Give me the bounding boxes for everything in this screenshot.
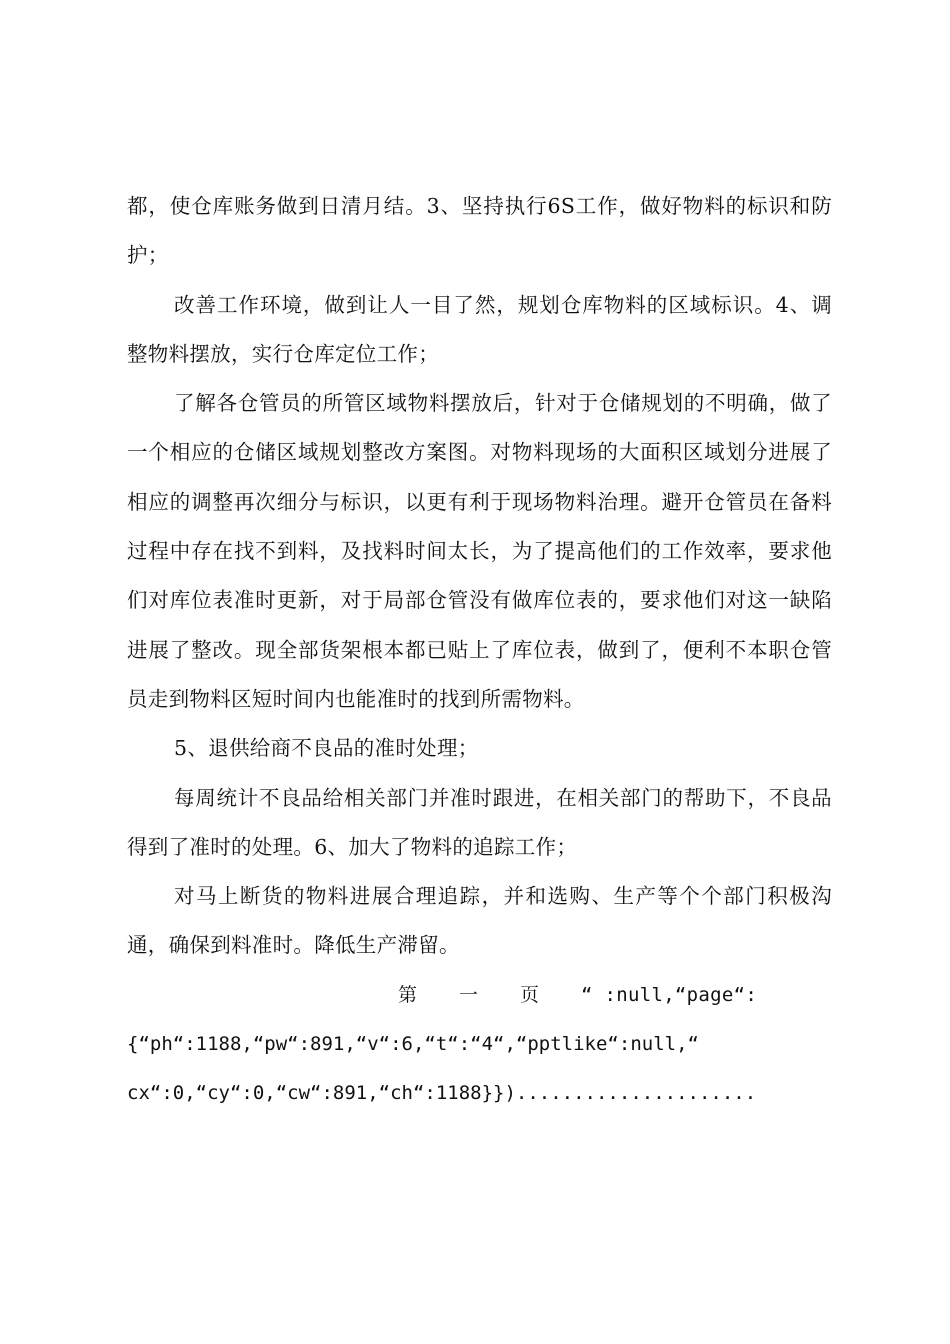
paragraph-5: 每周统计不良品给相关部门并准时跟进，在相关部门的帮助下，不良品得到了准时的处理。6、加大了物料的追踪工作； <box>127 785 832 859</box>
paragraph-1: 都，使仓库账务做到日清月结。3、坚持执行6S工作，做好物料的标识和防护； <box>127 194 832 268</box>
paragraph-4: 5、退供给商不良品的准时处理； <box>174 736 479 761</box>
page-footer-line-1 <box>127 971 832 1020</box>
page-footer-json-fragment: “ :null,“page“: <box>581 983 758 1006</box>
page-footer-line-2: {“ph“:1188,“pw“:891,“v“:6,“t“:“4“,“pptlike“:null,“ <box>127 1033 699 1056</box>
page-footer-line-3: cx“:0,“cy“:0,“cw“:891,“ch“:1188}})..................... <box>127 1082 757 1105</box>
paragraph-2: 改善工作环境，做到让人一目了然，规划仓库物料的区域标识。4、调整物料摆放，实行仓库定位工作； <box>127 292 832 366</box>
document-body <box>127 182 832 1119</box>
page-number-label: 第一页 <box>398 983 582 1006</box>
paragraph-6: 对马上断货的物料进展合理追踪，并和选购、生产等个个部门积极沟通，确保到料准时。降低生产滞留。 <box>127 884 832 958</box>
paragraph-3: 了解各仓管员的所管区域物料摆放后，针对于仓储规划的不明确，做了一个相应的仓储区域规划整改方案图。对物料现场的大面积区域划分进展了相应的调整再次细分与标识，以更有利于现场物料治理。避开仓管员在备料过程中存在找不到料，及找料时间太长，为了提高他们的工作效率，要求他们对库位表准时更新，对于局部仓管没有做库位表的，要求他们对这一缺陷进展了整改。现全部货架根本都已贴上了库位表，做到了，便利不本职仓管员走到物料区短时间内也能准时的找到所需物料。 <box>127 391 832 711</box>
